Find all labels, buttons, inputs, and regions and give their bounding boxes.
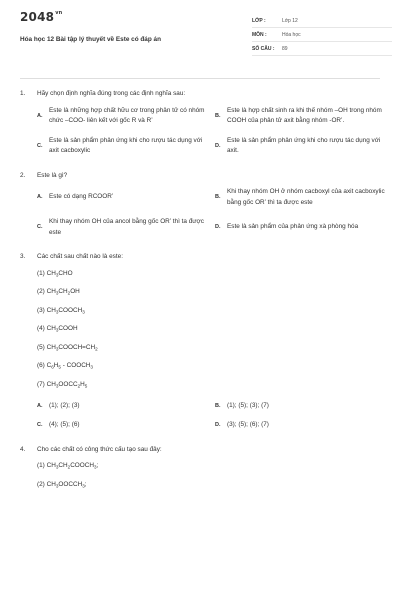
option-letter: A.: [37, 402, 43, 409]
formula-text: (5) CH: [37, 343, 56, 351]
logo-suffix: vn: [55, 10, 63, 16]
question-number: 2.: [20, 171, 26, 179]
document-title: Hóa học 12 Bài tập lý thuyết về Este có đáp án: [20, 36, 161, 43]
formula-text: OOCCH: [58, 480, 83, 488]
answer-option-d[interactable]: [215, 136, 387, 157]
answer-option-b[interactable]: [215, 401, 387, 412]
formula-subscript: 5: [58, 364, 61, 370]
formula-subscript: 2: [77, 383, 81, 388]
option-text: Este có dạng RCOOR’: [49, 193, 114, 201]
answer-option-b[interactable]: [215, 106, 387, 127]
option-text: Este là sản phẩm phản ứng khi cho rượu tác dụng với axit.: [227, 136, 381, 154]
meta-value: Hóa học: [282, 31, 301, 38]
formula-text: (1) CH: [37, 462, 56, 469]
meta-row: [252, 42, 392, 56]
formula-text: H: [53, 362, 59, 369]
answer-option-a[interactable]: [37, 106, 209, 127]
formula-text: OH: [70, 288, 80, 295]
option-text: Khi thay nhóm OH của ancol bằng gốc OR’ thì ta được este: [49, 218, 204, 236]
question-number: 4.: [20, 445, 26, 453]
formula-subscript: 3: [55, 346, 59, 351]
formula-text: COOCH: [70, 462, 94, 469]
formula-subscript: 3: [55, 464, 59, 470]
question-1: [20, 89, 380, 157]
formula-subscript: 3: [55, 327, 59, 333]
option-text: Este là sản phẩm phản ứng khi cho rượu tác dụng với axit cacboxylic: [49, 136, 203, 154]
formula-subscript: 3: [55, 309, 59, 314]
document-header: [20, 0, 380, 62]
answer-option-d[interactable]: [215, 217, 387, 238]
answer-option-b[interactable]: [215, 187, 387, 208]
formula-text: (2) CH: [37, 288, 56, 295]
meta-table: [252, 14, 392, 56]
option-text: (3); (5); (6); (7): [227, 421, 269, 428]
question-spacer: [20, 238, 380, 252]
option-text: Khi thay nhóm OH ở nhóm cacboxyl của axit cacboxylic bằng gốc OR’ thì ta được este: [227, 188, 385, 206]
answer-option-a[interactable]: [37, 401, 209, 412]
question-number: 1.: [20, 90, 26, 97]
question-header: [20, 445, 380, 456]
question-spacer: [20, 157, 380, 171]
question-text: Cho các chất có công thức cấu tạo sau đây:: [37, 445, 162, 453]
formula-item: [37, 461, 380, 473]
question-2: [20, 171, 385, 239]
formula-subscript: 3: [82, 309, 85, 314]
question-text: Hãy chọn định nghĩa đúng trong các định nghĩa sau:: [37, 90, 186, 97]
formula-item: [37, 287, 380, 299]
formula-text: CH: [58, 288, 68, 295]
question-3: [20, 252, 380, 431]
formula-item: [37, 306, 380, 318]
formula-item: [37, 380, 380, 392]
site-logo[interactable]: [20, 10, 62, 24]
option-letter: D.: [215, 142, 221, 149]
option-letter: B.: [215, 402, 221, 409]
meta-key: LỚP :: [252, 17, 266, 24]
formula-subscript: 3: [55, 483, 59, 488]
formula-subscript: 6: [51, 364, 54, 370]
option-text: (4); (5); (6): [49, 421, 80, 428]
formula-text: (1) CH: [37, 269, 56, 277]
question-header: [20, 171, 380, 182]
formula-subscript: 3: [55, 290, 59, 296]
question-spacer: [20, 431, 380, 445]
meta-row: [252, 28, 392, 42]
formula-text: ;: [84, 480, 87, 488]
option-letter: A.: [37, 112, 43, 119]
formula-text: (4) CH: [37, 325, 56, 332]
option-letter: C.: [37, 422, 43, 428]
question-text: Các chất sau chất nào là este:: [37, 253, 123, 260]
formula-text: OOCC: [58, 380, 78, 388]
formula-subscript: 3: [93, 464, 97, 470]
formula-item: [37, 269, 380, 281]
question-number: 3.: [20, 253, 26, 260]
formula-item: [37, 480, 380, 492]
formula-text: CHO: [58, 269, 73, 277]
formula-subscript: 2: [95, 346, 98, 351]
option-text: (1); (5); (3); (7): [227, 401, 269, 409]
meta-key: SỐ CÂU :: [252, 45, 275, 52]
formula-subscript: 3: [55, 383, 59, 388]
formula-text: COOCH: [58, 306, 83, 314]
formula-text: COOH: [58, 325, 78, 332]
question-text: Este là gì?: [37, 171, 68, 179]
option-letter: C.: [37, 224, 43, 231]
answer-option-a[interactable]: [37, 187, 209, 208]
answer-options: [37, 401, 380, 431]
formula-text: (2) CH: [37, 480, 56, 488]
answer-options: [37, 106, 380, 157]
formula-text: COOCH=CH: [58, 343, 96, 351]
answer-options: [37, 187, 385, 238]
formula-text: ;: [96, 462, 99, 469]
formula-item: [37, 361, 380, 373]
header-divider: [20, 78, 380, 79]
question-list: [20, 89, 385, 492]
formula-text: (3) CH: [37, 306, 56, 314]
formula-text: - COOCH: [60, 362, 91, 369]
option-letter: B.: [215, 112, 221, 119]
option-text: (1); (2); (3): [49, 401, 80, 409]
formula-item: [37, 324, 380, 336]
formula-subscript: 3: [90, 364, 93, 370]
option-letter: D.: [215, 422, 221, 428]
formula-text: CH: [58, 462, 68, 469]
option-letter: B.: [215, 194, 221, 201]
answer-option-c[interactable]: [37, 420, 209, 431]
meta-key: MÔN :: [252, 31, 267, 38]
question-header: [20, 252, 380, 263]
meta-value: 89: [282, 45, 288, 52]
option-text: Este là hợp chất sinh ra khi thế nhóm –OH trong nhóm COOH của phân tử axit bằng nhóm -OR’.: [227, 106, 382, 124]
answer-option-c[interactable]: [37, 136, 209, 157]
question-header: [20, 89, 380, 100]
formula-text: (6) C: [37, 362, 52, 369]
question-4: [20, 445, 380, 492]
formula-text: (7) CH: [37, 380, 56, 388]
answer-option-d[interactable]: [215, 420, 387, 431]
option-text: Este là sản phẩm của phản ứng xà phòng hóa: [227, 223, 359, 231]
formula-text: H: [80, 380, 85, 388]
meta-value: Lớp 12: [282, 17, 298, 24]
option-text: Este là những hợp chất hữu cơ trong phân tử có nhóm chức –COO- liên kết với gốc R và R’: [49, 106, 205, 124]
answer-option-c[interactable]: [37, 217, 209, 238]
option-letter: D.: [215, 224, 221, 231]
formula-subscript: 3: [55, 272, 59, 277]
option-letter: C.: [37, 142, 43, 149]
formula-subscript: 2: [67, 464, 71, 470]
formula-subscript: 2: [67, 290, 71, 296]
formula-subscript: 5: [84, 383, 88, 388]
meta-row: [252, 14, 392, 28]
option-letter: A.: [37, 194, 43, 201]
formula-subscript: 3: [82, 483, 85, 488]
logo-text: 2048: [20, 10, 55, 24]
formula-item: [37, 343, 380, 355]
